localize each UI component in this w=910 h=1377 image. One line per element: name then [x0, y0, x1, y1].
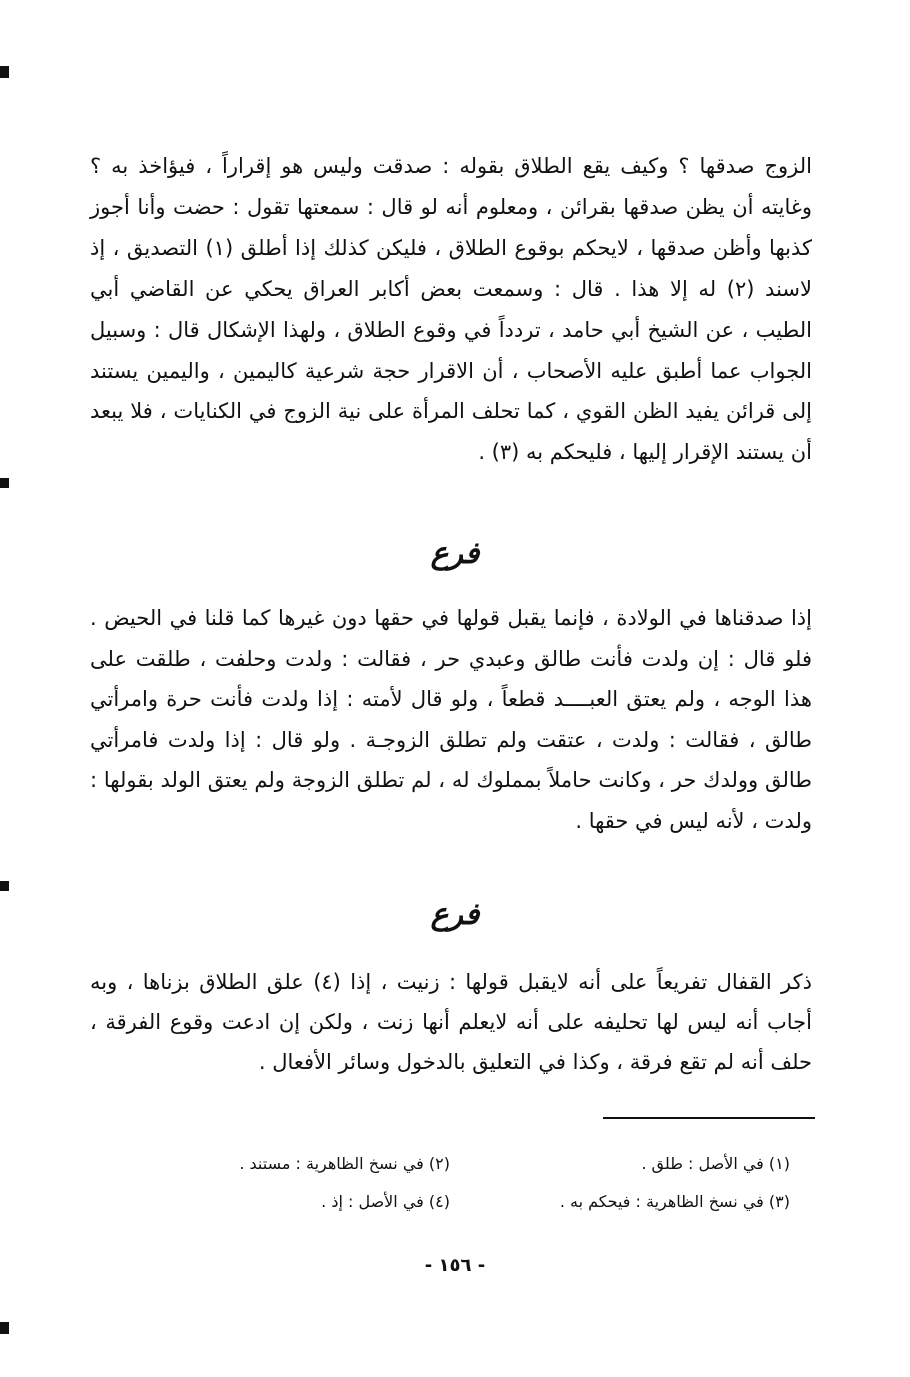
- body-paragraph: الزوج صدقها ؟ وكيف يقع الطلاق بقوله : صدقت وليس هو إقراراً ، فيؤاخذ به ؟ وغايته أن يظن صدقها بقرائن ، ومعلوم أنه لو قال : سمعتها تقول : حضت وأنا أجوز كذبها وأظن صدقها ، لايحكم بوقوع الطلاق ، فليكن كذلك إذا أطلق (١) التصديق ، إذ لاسند (٢) له إلا هذا . قال : وسمعت بعض أكابر العراق يحكي عن القاضي أبي الطيب ، عن الشيخ أبي حامد ، تردداً في وقوع الطلاق ، ولهذا الإشكال قال : وسبيل الجواب عما أطبق عليه الأصحاب ، أن الاقرار حجة شرعية كاليمين ، واليمين يستند إلى قرائن يفيد الظن القوي ، كما تحلف المرأة على نية الزوج في الكنايات ، فلا يبعد أن يستند الإقرار إليها ، فليحكم به (٣) .: [90, 154, 812, 465]
- body-paragraph: ذكر القفال تفريعاً على أنه لايقبل قولها : زنيت ، إذا (٤) علق الطلاق بزناها ، وبه أجاب أنه ليس لها تحليفه على أنه لايعلم أنها زنت ، ولكن إن ادعت وقوع الفرقة ، حلف أنه لم تقع فرقة ، وكذا في التعليق بالدخول وسائر الأفعال .: [90, 970, 812, 1074]
- footnote-row: [150, 1150, 790, 1178]
- section-heading: فرع: [430, 536, 480, 571]
- scan-edge-mark: [0, 1322, 9, 1334]
- section-heading: فرع: [430, 897, 480, 932]
- footnote-divider: [603, 1117, 815, 1119]
- scan-edge-mark: [0, 66, 9, 78]
- body-paragraph: إذا صدقناها في الولادة ، فإنما يقبل قولها في حقها دون غيرها كما قلنا في الحيض . فلو قال : إن ولدت فأنت طالق وعبدي حر ، فقالت : ولدت وحلفت ، طلقت على هذا الوجه ، ولم يعتق العبــــد قطعاً ، ولو قال لأمته : إذا ولدت فأنت حرة وامرأتي طالق ، فقالت : ولدت ، عتقت ولم تطلق الزوجـة . ولو قال : إذا ولدت فامرأتي طالق وولدك حر ، وكانت حاملاً بمملوك له ، لم تطلق الزوجة ولم يعتق الولد بقولها : ولدت ، لأنه ليس في حقها .: [90, 606, 812, 833]
- scan-edge-mark: [0, 478, 9, 488]
- footnote: (٣) في نسخ الظاهرية : فيحكم به .: [559, 1192, 790, 1211]
- footnote: (٢) في نسخ الظاهرية : مستند .: [239, 1154, 450, 1173]
- footnote: (١) في الأصل : طلق .: [641, 1154, 790, 1173]
- footnote: (٤) في الأصل : إذ .: [321, 1192, 450, 1211]
- footnote-row: [150, 1188, 790, 1216]
- scan-edge-mark: [0, 881, 9, 891]
- page-number: - ١٥٦ -: [424, 1255, 486, 1276]
